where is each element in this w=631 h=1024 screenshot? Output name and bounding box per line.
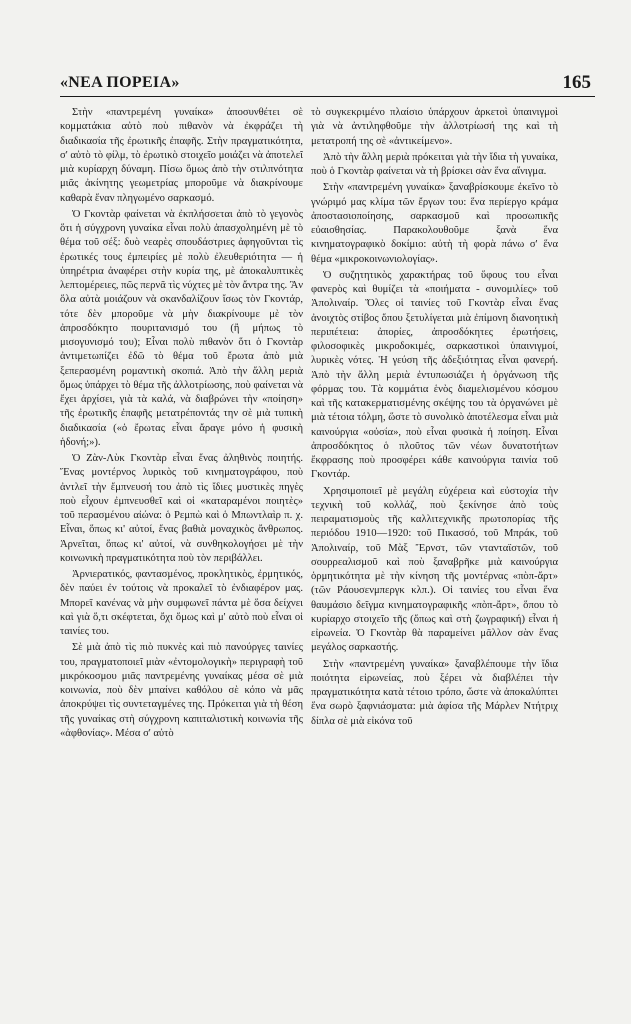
- paragraph: Ἀπὸ τὴν ἄλλη μεριὰ πρόκειται γιὰ τὴν ἴδια τὴ γυναίκα, ποὺ ὁ Γκοντὰρ φαίνεται νὰ τὴ βρίσκει σὰν ἕνα αἴνιγμα.: [311, 151, 558, 177]
- paragraph: Στὴν «παντρεμένη γυναίκα» ξαναβρίσκουμε ἐκεῖνο τὸ γνώριμό μας κλίμα τῶν ἔργων του: ἕνα περίεργο κράμα ἀποστασιοποίησης, σαρκασμοῦ καὶ προσωπικῆς εὐαισθησίας. Παρακολουθοῦμε ξανὰ ἕνα κινηματογραφικὸ δοκίμιο: αὐτὴ τὴ φορὰ πάνω σ' ἕνα θέμα «μικροκοινωνιολογίας».: [311, 182, 558, 265]
- paragraph: Χρησιμοποιεῖ μὲ μεγάλη εὐχέρεια καὶ εὐστοχία τὴν τεχνικὴ τοῦ κολλάζ, ποὺ ξεκίνησε ἀπὸ τοὺς πειραματισμοὺς τῆς καλλιτεχνικῆς πρωτοπορίας τῆς περιόδου 1910—1920: τοῦ Πικασσό, τοῦ Μπράκ, τοῦ Ἀπολιναίρ, τοῦ Μὰξ Ἔρνστ, τῶν ντανταϊστῶν, τοῦ σουρρεαλισμοῦ καὶ ποὺ ξαναβρῆκε μιὰ καινούργια ὁρμητικότητα μὲ τὴν κίνηση τῆς μοντέρνας «πὸπ-ἄρτ» (τῶν Ράουσενμπεργκ κλπ.). Οἱ ταινίες του εἶναι ἕνα θαυμάσιο δεῖγμα κινηματογραφικῆς «πὸπ-ἄρτ», ὅπου τὸ κυρίαρχο στοιχεῖο τῆς (ὅπως καὶ στὴ ζωγραφική) εἶναι ἡ εἰρωνεία. Ὁ Γκοντὰρ θὰ παραμείνει μᾶλλον σὰν ἕνας μεγάλος σαρκαστής.: [311, 485, 558, 654]
- left-column: [60, 106, 303, 1006]
- paragraph: Ὁ Ζὰν-Λὺκ Γκοντὰρ εἶναι ἕνας ἀληθινὸς ποιητής. Ἕνας μοντέρνος λυρικὸς τοῦ κινηματογράφου, ποὺ ἀντλεῖ τὴν ἔμπνευσή του ἀπὸ τὶς ἴδιες μυστικὲς πηγὲς ποὺ εἶχουν ἐμπνευσθεῖ καὶ οἱ «καταραμένοι ποιητὲς» τοῦ περασμένου αἰώνα: ὁ Ρεμπὼ καὶ ὁ Μπωντλαὶρ π. χ. Εἶναι, ὅπως κι' αὐτοί, ἕνας βαθιὰ μοναχικὸς ἄνθρωπος. Ἀρνεῖται, ὅπως κι' αὐτοί, νὰ συνθηκολογήσει μὲ τὴν κοινωνικὴ πραγματικότητα ποὺ τὸν περιβάλλει.: [60, 453, 303, 564]
- running-header: [60, 66, 595, 97]
- paragraph: Στὴν «παντρεμένη γυναίκα» ἀποσυνθέτει σὲ κομματάκια αὐτὸ ποὺ πιθανὸν νὰ ἐκφράζει τὴ διαδικασία τῆς ἐρωτικῆς ἐπαφῆς. Στὴν πραγματικότητα, σ' αὐτὸ τὸ φίλμ, τὸ ἐρωτικὸ στοιχεῖο μοιάζει νὰ ἀποτελεῖ μιὰ κυρίαρχη δύναμη. Πίσω ὅμως ἀπὸ τὴν στιλπνότητα μιᾶς ἀκίνητης γεωμετρίας μποροῦμε νὰ διακρίνουμε καθαρὰ ἕναν πληγωμένο σαρκασμό.: [60, 107, 303, 204]
- paragraph: Σὲ μιὰ ἀπὸ τὶς πιὸ πυκνὲς καὶ πιὸ πανούργες ταινίες του, πραγματοποιεῖ μιὰν «ἐντομολογικὴ» περιγραφὴ τοῦ μικρόκοσμου μιᾶς παντρεμένης γυναίκας μέσα σὲ μιὰ κοινωνία, ποὺ δὲν μπαίνει καθόλου σὲ κόπο νὰ μᾶς ἀποκρύψει τὶς συντεταγμένες της. Πρόκειται γιὰ τὴ θέση τῆς γυναίκας στὴ σύγχρονη καπιταλιστικὴ κοινωνία τῆς «ἀφθονίας». Μέσα σ' αὐτὸ: [60, 642, 303, 739]
- page-number: 165: [562, 72, 591, 93]
- paragraph: Ἀρνιερατικός, φαντασμένος, προκλητικὸς, ἐρμητικός, δὲν παύει ἐν τούτοις νὰ προκαλεῖ τὸ ἐνδιαφέρον μας. Μπορεῖ κανένας νὰ μὴν συμφωνεῖ πάντα μὲ ὅσα δείχνει καὶ γιὰ ὅ,τι σκέφτεται, ὄχι ὅμως καὶ μ' αὐτὸ ποὺ εἶναι οἱ ταινίες του.: [60, 569, 303, 637]
- paragraph: τὸ συγκεκριμένο πλαίσιο ὑπάρχουν ἀρκετοὶ ὑπαινιγμοὶ γιὰ νὰ ἀντιληφθοῦμε τὴν ἀλλοτρίωσή της καὶ τὴ μετατροπή της σὲ «ἀντικείμενο».: [311, 107, 558, 147]
- journal-title: «ΝΕΑ ΠΟΡΕΙΑ»: [60, 74, 180, 91]
- right-column: [311, 106, 558, 1006]
- paragraph: Ὁ Γκοντὰρ φαίνεται νὰ ἐκπλήσσεται ἀπὸ τὸ γεγονὸς ὅτι ἡ σύγχρονη γυναίκα εἶναι πολὺ ἀπασχολημένη μὲ τὸ θέμα τοῦ σέξ: δυὸ νεαρὲς σπουδάστριες ἀφηγοῦνται τὶς ἐρωτικές τους ἐμπειρίες μὲ πολὺ ἐλευθεριότητα — ἡ ὑπηρέτρια ἀναφέρει στὴν κυρία της, μὲ ἀποκαλυπτικὲς λεπτομέρειες, πῶς περνᾶ τὶς νύχτες μὲ τὸν ἄντρα της. Ἂν ὅλα αὐτὰ μοιάζουν νὰ σκανδαλίζουν ἴσως τὸν Γκοντάρ, τότε δὲν μποροῦμε νὰ μὴν διακρίνουμε μὲ τὸν ἀπροσδόκητο πουριτανισμό του (ἢ μήπως τὸ μισογυνισμό του); Εἶναι πολὺ πιθανὸν ὅτι ὁ Γκοντὰρ ἀντιμετωπίζει ἐδῶ τὸ θέμα τοῦ ἔρωτα ἀπὸ μιὰ ξεπερασμένη ρομαντικὴ σκοπιά. Ἀπὸ τὴν ἄλλη μεριὰ ὅμως ὑπάρχει τὸ θέμα τῆς ἀλλοτρίωσης, ποὺ φαίνεται νὰ ἔχει ἀρχίσει, γιὰ τὰ καλά, νὰ διαβρώνει τὴν «ποίηση» τῆς ἐρωτικῆς ἐπαφῆς μετατρέποντάς την σὲ μιὰ τυπικὴ διαδικασία («ὁ ἔρωτας εἶναι ἄραγε μόνο ἡ φυσικὴ ἡδονή;»).: [60, 208, 303, 448]
- paragraph: Ὁ συζητητικὸς χαρακτήρας τοῦ ὕφους του εἶναι φανερὸς καὶ θυμίζει τὰ «ποιήματα - συνομιλίες» τοῦ Ἀπολιναίρ. Ὅλες οἱ ταινίες τοῦ Γκοντὰρ εἶναι ἕνας ἀνοιχτὸς στίβος ὅπου ξετυλίγεται μιὰ ἐπίμονη διανοητικὴ περιπέτεια: ἀπορίες, ἀπροσδόκητες ἐρωτήσεις, φιλοσοφικὲς μικροδοκιμές, σαρκαστικοὶ ὑπαινιγμοί, λυρικὲς νότες. Ἡ γεύση τῆς ἀδεξιότητας εἶναι φανερή. Ἀπὸ τὴν ἄλλη μεριὰ ἐντυπωσιάζει ἡ ὀργάνωση τῆς φόρμας του. Τὰ κομμάτια ἑνὸς διαμελισμένου κόσμου καὶ τῆς κατακερματισμένης σκέψης του τὰ ὀργανώνει μὲ μιὰ τέτοια τόλμη, ὥστε τὸ συνολικὸ ἀποτέλεσμα εἶναι μιὰ καινούργια «οὐσία», ποὺ εἶναι φυσικὰ ἡ ποίηση. Εἶναι ἀπροσδόκητος ὁ πλοῦτος τῶν νέων δυνατοτήτων ἔκφρασης ποὺ προσφέρει κάθε καινούργια ταινία τοῦ Γκοντάρ.: [311, 269, 558, 481]
- paragraph: Στὴν «παντρεμένη γυναίκα» ξαναβλέπουμε τὴν ἴδια ποιότητα εἰρωνείας, ποὺ ξέρει νὰ διαβλέπει τὴν πραγματικότητα κατὰ τέτοιο τρόπο, ὥστε νὰ ἀποκαλύπτει ἕνα σωρὸ ξαφνιάσματα: μιὰ ἀφίσα τῆς Μάρλεν Ντήτριχ δίπλα σὲ μιὰ εἰκόνα τοῦ: [311, 658, 558, 727]
